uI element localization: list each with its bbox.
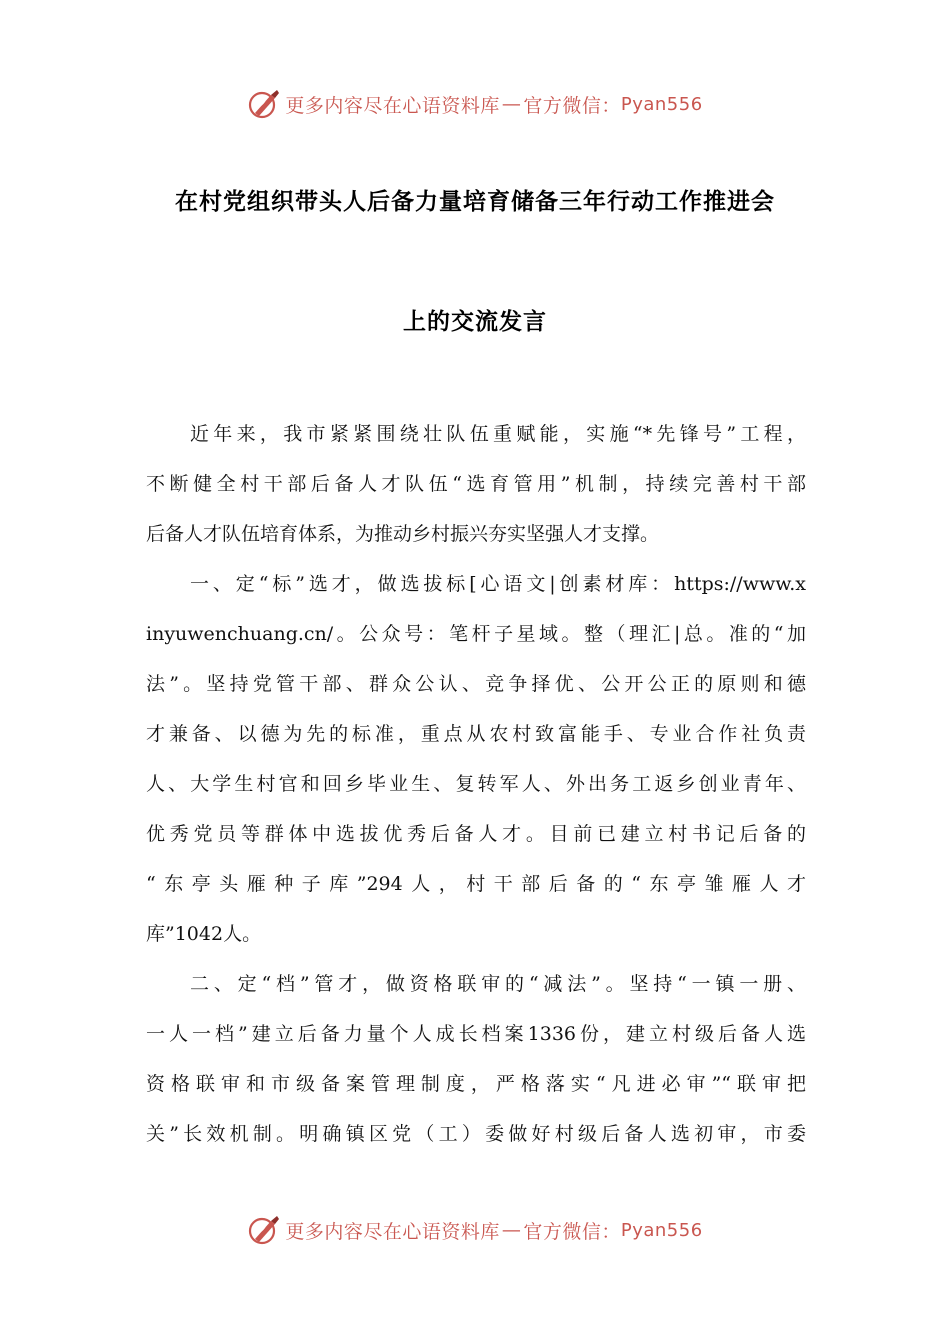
body-line: “东亭头雁种子库”294人，村干部后备的“东亭雏雁人才 — [146, 873, 806, 895]
body-line: 关”长效机制。明确镇区党（工）委做好村级后备人选初审，市委 — [146, 1123, 806, 1145]
body-line: 人、大学生村官和回乡毕业生、复转军人、外出务工返乡创业青年、 — [146, 773, 806, 795]
body-line: 近年来，我市紧紧围绕壮队伍重赋能，实施“*先锋号”工程， — [190, 423, 806, 445]
body-line: 法”。坚持党管干部、群众公认、竞争择优、公开公正的原则和德 — [146, 673, 806, 695]
body-line: inyuwenchuang.cn/。公众号：笔杆子星域。整（理汇|总。准的“加 — [146, 623, 806, 645]
pen-logo-icon — [247, 87, 281, 121]
body-line: 资格联审和市级备案管理制度，严格落实“凡进必审”“联审把 — [146, 1073, 806, 1095]
watermark-separator: — — [501, 93, 522, 115]
watermark-id: Pyan556 — [620, 93, 703, 115]
body-line: 不断健全村干部后备人才队伍“选育管用”机制，持续完善村干部 — [146, 473, 806, 495]
watermark-id: Pyan556 — [620, 1219, 703, 1241]
doc-title-line-1: 在村党组织带头人后备力量培育储备三年行动工作推进会 — [175, 189, 775, 215]
watermark-bottom — [0, 1210, 950, 1250]
body-line: 一、定“标”选才，做选拔标[心语文|创素材库：https://www.x — [190, 573, 806, 595]
watermark-official: 官方微信： — [523, 1220, 621, 1243]
watermark-top — [0, 84, 950, 124]
body-line: 二、定“档”管才，做资格联审的“减法”。坚持“一镇一册、 — [190, 973, 806, 995]
body-line: 库”1042人。 — [146, 923, 262, 945]
watermark-separator: — — [501, 1219, 522, 1241]
body-line: 才兼备、以德为先的标准，重点从农村致富能手、专业合作社负责 — [146, 723, 806, 745]
body-line: 优秀党员等群体中选拔优秀后备人才。目前已建立村书记后备的 — [146, 823, 806, 845]
pen-logo-icon — [247, 1213, 281, 1247]
watermark-text: 更多内容尽在心语资料库 — [285, 94, 500, 117]
body-line: 后备人才队伍培育体系，为推动乡村振兴夯实坚强人才支撑。 — [146, 523, 660, 545]
watermark-text: 更多内容尽在心语资料库 — [285, 1220, 500, 1243]
watermark-official: 官方微信： — [523, 94, 621, 117]
doc-title-line-2: 上的交流发言 — [403, 309, 547, 335]
body-line: 一人一档”建立后备力量个人成长档案1336份，建立村级后备人选 — [146, 1023, 806, 1045]
